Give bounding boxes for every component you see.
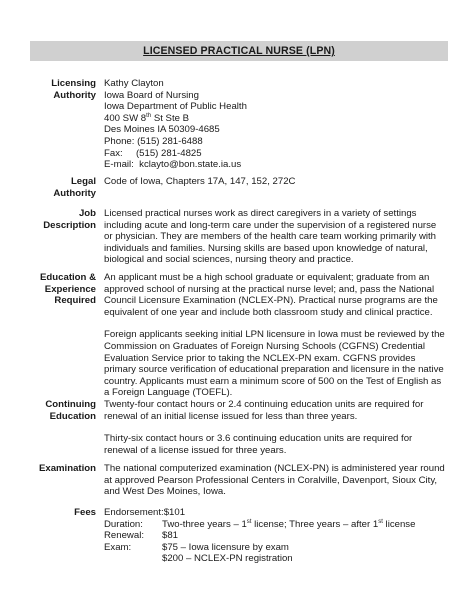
fee-endorsement: Endorsement:$101	[104, 507, 186, 518]
section-label-continuing: Continuing Education	[45, 399, 96, 422]
section-label-job: Job Description	[43, 208, 96, 231]
continuing-paragraph-2: Thirty-six contact hours or 3.6 continuing education units are required for renewal of a license issued for three years.	[104, 433, 413, 456]
contact-org: Iowa Board of Nursing	[104, 89, 199, 101]
legal-text: Code of Iowa, Chapters 17A, 147, 152, 272C	[104, 176, 296, 187]
title-bar	[30, 41, 448, 61]
contact-phone: Phone: (515) 281-6488	[104, 135, 203, 147]
education-paragraph-1: An applicant must be a high school graduate or equivalent; graduate from an approved school of nursing at the practical nurse level; and, pass the National Council Licensure Examination (NCLEX-PN). Practical nurse programs are the equivalent of one year and include both classroom study and clinical practice.	[104, 272, 438, 318]
fee-exam: Exam: $75 – Iowa licensure by exam	[104, 541, 289, 553]
contact-dept: Iowa Department of Public Health	[104, 101, 247, 113]
fee-duration: Duration: Two-three years – 1st license; Three years – after 1st license	[104, 518, 416, 530]
fees-list	[104, 507, 446, 565]
licensing-contact	[104, 78, 446, 171]
section-label-legal: Legal Authority	[53, 176, 96, 199]
fee-exam-registration: $200 – NCLEX-PN registration	[162, 553, 293, 565]
page-title: LICENSED PRACTICAL NURSE (LPN)	[143, 45, 335, 57]
continuing-paragraph-1: Twenty-four contact hours or 2.4 continuing education units are required for renewal of an initial license issued for less than three years.	[104, 399, 424, 422]
fee-renewal: Renewal: $81	[104, 530, 179, 542]
section-label-education: Education & Experience Required	[40, 272, 96, 307]
examination-text: The national computerized examination (NCLEX-PN) is administered year round at approved Pearson Professional Centers in Coralville, Davenport, Sioux City, and West Des Moines, Iowa.	[104, 463, 445, 498]
contact-city: Des Moines IA 50309-4685	[104, 124, 220, 136]
contact-name: Kathy Clayton	[104, 78, 164, 89]
contact-address: 400 SW 8th St Ste B	[104, 112, 190, 124]
contact-fax: Fax: (515) 281-4825	[104, 147, 202, 159]
contact-email[interactable]: E-mail: kclayto@bon.state.ia.us	[104, 159, 242, 171]
section-label-licensing: Licensing Authority	[51, 78, 96, 101]
job-description-text: Licensed practical nurses work as direct caregivers in a variety of settings including acute and long-term care under the supervision of a registered nurse or physician. They are members of the health care team working primarily with individuals and families. Nursing skills are based upon knowledge of natural, biological and social sciences, nursing theory and practice.	[104, 208, 437, 266]
education-paragraph-2: Foreign applicants seeking initial LPN licensure in Iowa must be reviewed by the Commission on Graduates of Foreign Nursing Schools (CGFNS) Credential Evaluation Service prior to taking the NCLEX-PN exam. CGFNS provides primary source verification of educational preparation and licensure in the native country. Applicants must earn a minimum score of 500 on the Test of English as a Foreign Language (TOEFL).	[104, 329, 445, 399]
section-label-examination: Examination	[38, 463, 96, 474]
section-label-fees: Fees	[74, 507, 96, 518]
